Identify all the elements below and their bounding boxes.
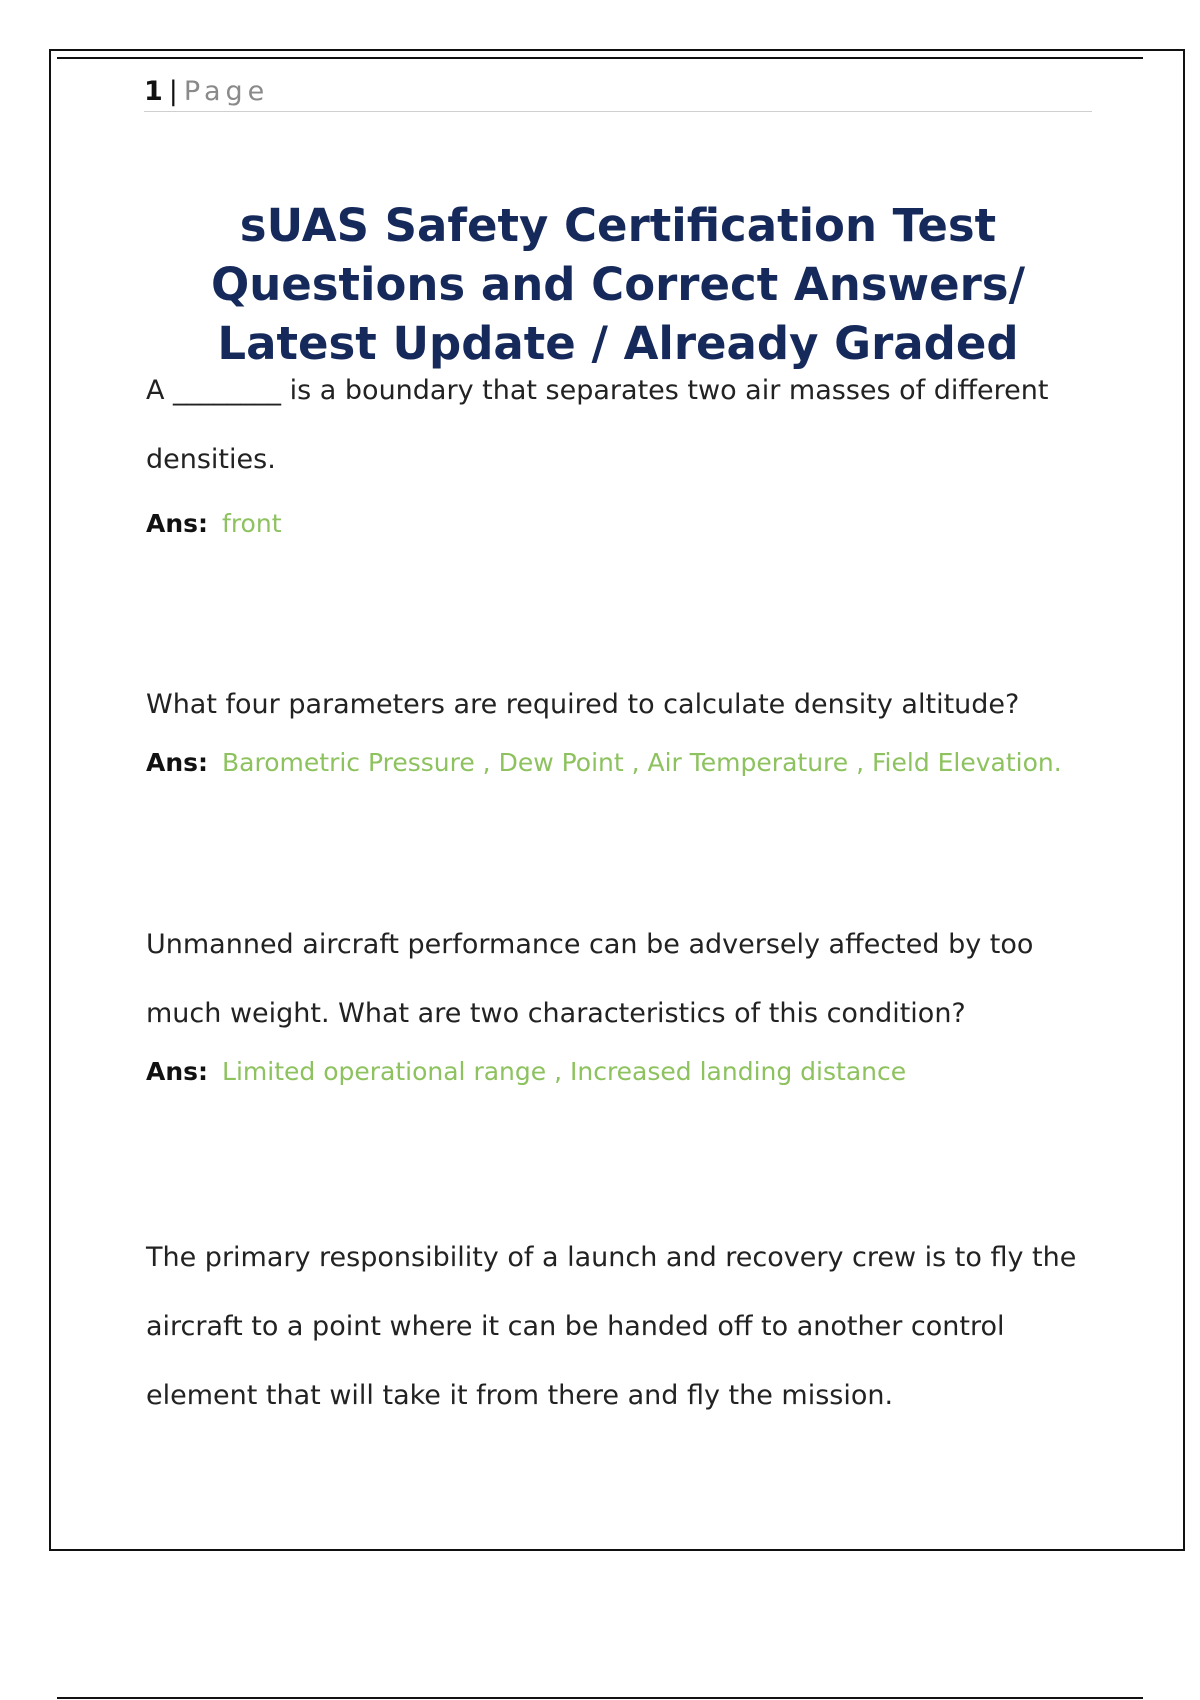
answer-text: front	[222, 509, 282, 538]
answer-label: Ans:	[146, 748, 209, 777]
answer-label: Ans:	[146, 509, 209, 538]
page-number: 1	[144, 76, 163, 107]
top-rule	[57, 57, 1143, 59]
question-text: The primary responsibility of a launch and recovery crew is to fly the aircraft to a point where it can be handed off to another control element that will take it from there and fly the mission.	[146, 1242, 1077, 1411]
question-text: A ________ is a boundary that separates two air masses of different densities.	[146, 375, 1049, 475]
answer-line	[146, 1052, 1086, 1092]
page-separator: |	[168, 76, 178, 107]
answer-line	[146, 743, 1086, 783]
document-title: sUAS Safety Certification Test Questions and Correct Answers/ Latest Update / Already Graded	[210, 199, 1026, 370]
qa-item	[146, 356, 1086, 544]
qa-item	[146, 670, 1086, 783]
question-text: Unmanned aircraft performance can be adversely affected by too much weight. What are two characteristics of this condition?	[146, 929, 1034, 1029]
qa-item	[146, 1223, 1086, 1430]
answer-label: Ans:	[146, 1057, 209, 1086]
qa-item	[146, 910, 1086, 1092]
page-header	[144, 75, 1092, 112]
question-text: What four parameters are required to calculate density altitude?	[146, 689, 1020, 720]
next-page-rule	[57, 1697, 1143, 1699]
answer-line	[146, 504, 1086, 544]
page-label: Page	[183, 76, 270, 107]
answer-text: Barometric Pressure , Dew Point , Air Temperature , Field Elevation.	[222, 748, 1062, 777]
answer-text: Limited operational range , Increased landing distance	[222, 1057, 907, 1086]
